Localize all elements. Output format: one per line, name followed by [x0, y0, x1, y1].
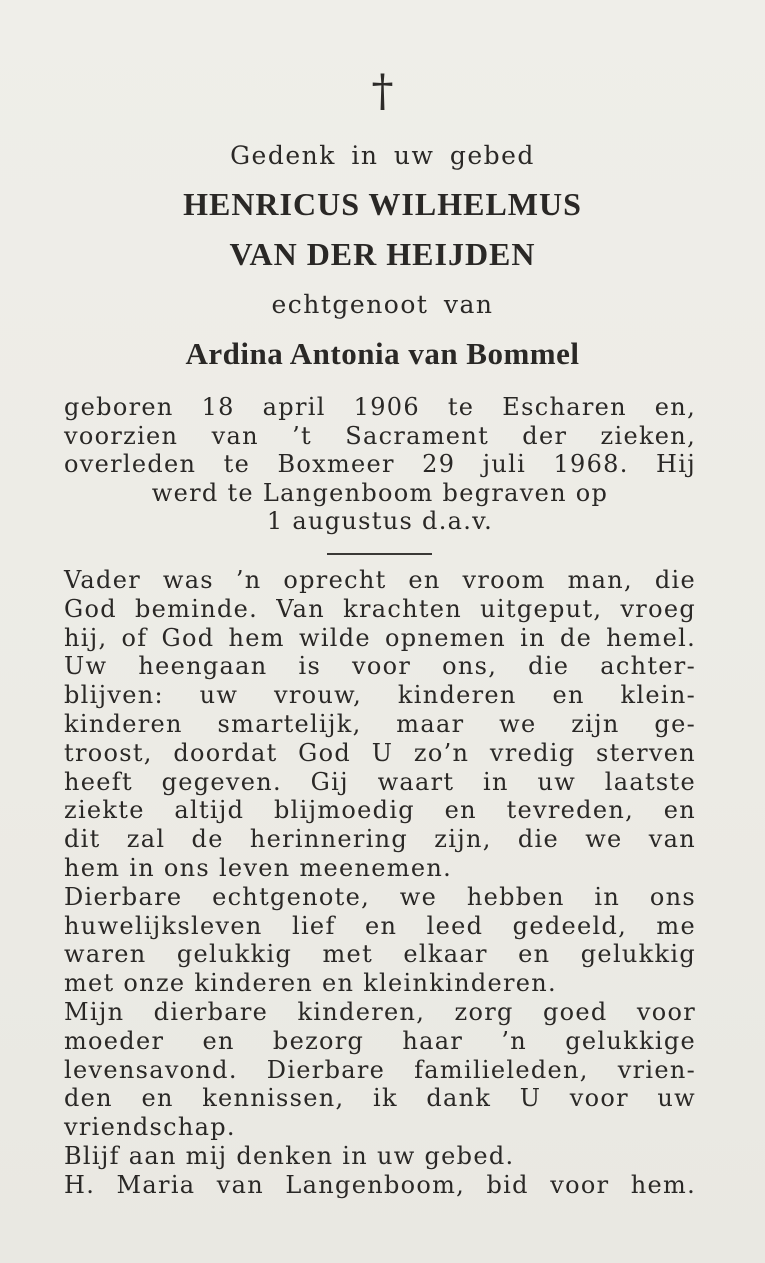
- text-line: ziekte altijd blijmoedig en tevreden, en: [64, 796, 696, 825]
- text-line: blijven: uw vrouw, kinderen en klein-: [64, 681, 696, 710]
- bio-line: 1 augustus d.a.v.: [266, 507, 494, 536]
- memorial-text: [64, 566, 696, 1200]
- bio-line: werd te Langenboom begraven op: [151, 478, 609, 507]
- text-line: hij, of God hem wilde opnemen in de hemel.: [64, 623, 696, 652]
- deceased-name-line2: VAN DER HEIJDEN: [229, 236, 536, 272]
- text-line: God beminde. Van krachten uitgeput, vroeg: [64, 594, 696, 623]
- text-line: den en kennissen, ik dank U voor uw: [64, 1084, 696, 1113]
- divider: [327, 553, 432, 555]
- text-line: vriendschap.: [64, 1113, 236, 1142]
- biography: [64, 393, 696, 536]
- text-line: Mijn dierbare kinderen, zorg goed voor: [64, 997, 696, 1026]
- bio-line: overleden te Boxmeer 29 juli 1968. Hij: [64, 450, 696, 479]
- bio-line: geboren 18 april 1906 te Escharen en,: [64, 393, 696, 421]
- text-line: met onze kinderen en kleinkinderen.: [64, 969, 557, 998]
- text-line: troost, doordat God U zo’n vredig sterven: [64, 738, 696, 767]
- spouse-label: echtgenoot van: [271, 290, 494, 319]
- text-line: Blijf aan mij denken in uw gebed.: [64, 1141, 515, 1170]
- cross-icon: †: [371, 66, 394, 117]
- text-line: H. Maria van Langenboom, bid voor hem.: [64, 1170, 696, 1199]
- text-line: Vader was ’n oprecht en vroom man, die: [64, 566, 696, 594]
- text-line: Dierbare echtgenote, we hebben in ons: [64, 882, 696, 911]
- text-line: huwelijksleven lief en leed gedeeld, me: [64, 911, 696, 940]
- text-line: kinderen smartelijk, maar we zijn ge-: [64, 709, 696, 738]
- text-line: heeft gegeven. Gij waart in uw laatste: [64, 767, 696, 796]
- bio-line: voorzien van ’t Sacrament der zieken,: [64, 421, 696, 450]
- text-line: moeder en bezorg haar ’n gelukkige: [64, 1026, 696, 1055]
- text-line: hem in ons leven meenemen.: [64, 853, 453, 882]
- text-line: dit zal de herinnering zijn, die we van: [64, 825, 696, 854]
- text-line: Uw heengaan is voor ons, die achter-: [64, 652, 696, 681]
- text-line: levensavond. Dierbare familieleden, vrien-: [64, 1055, 696, 1084]
- prayer-line: Gedenk in uw gebed: [230, 141, 535, 170]
- spouse-name: Ardina Antonia van Bommel: [185, 336, 580, 371]
- text-line: waren gelukkig met elkaar en gelukkig: [64, 940, 696, 969]
- deceased-name-line1: HENRICUS WILHELMUS: [183, 186, 582, 222]
